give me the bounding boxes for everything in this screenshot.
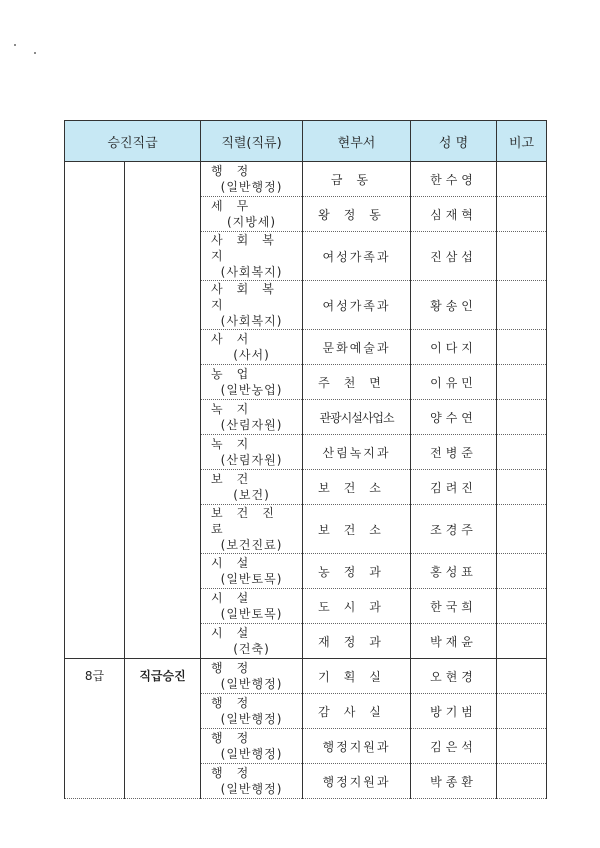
department-cell: 주천면 [303,365,411,400]
department-cell: 금동 [303,162,411,197]
subseries-label: (산림자원) [220,453,283,467]
subseries-label: (일반토목) [220,572,283,586]
series-cell [201,162,303,197]
department-cell: 관광시설사업소 [303,400,411,435]
remarks-cell [497,281,547,330]
remarks-cell [497,400,547,435]
department-cell: 여성가족과 [303,281,411,330]
subseries-label: (사회복지) [220,314,283,328]
scan-speck [14,44,16,46]
series-label: 행정 [211,696,263,710]
series-cell [201,470,303,505]
grade-label: 8급 [65,659,125,799]
series-cell [201,365,303,400]
subseries-label: (일반행정) [220,712,283,726]
department-cell: 여성가족과 [303,232,411,281]
remarks-cell [497,589,547,624]
series-cell [201,589,303,624]
series-label: 녹지 [211,437,263,451]
subseries-label: (보건진료) [220,538,283,552]
promotion-roster-table [64,120,547,799]
type-group-cell [125,162,201,659]
name-cell: 방기범 [411,694,497,729]
name-cell: 전병준 [411,435,497,470]
series-cell [201,764,303,799]
series-cell [201,435,303,470]
series-cell [201,729,303,764]
remarks-cell [497,435,547,470]
subseries-label: (산림자원) [220,418,283,432]
department-cell: 산림녹지과 [303,435,411,470]
table-row [65,659,547,694]
series-label: 녹지 [211,402,263,416]
subseries-label: (지방세) [226,215,277,229]
series-cell [201,505,303,554]
series-cell [201,624,303,659]
name-cell: 조경주 [411,505,497,554]
remarks-cell [497,764,547,799]
department-cell: 보건소 [303,505,411,554]
department-cell: 농정과 [303,554,411,589]
series-cell [201,197,303,232]
name-cell: 한국희 [411,589,497,624]
name-cell: 황송인 [411,281,497,330]
header-remarks: 비고 [497,121,547,162]
series-label: 보건진료 [211,506,288,536]
subseries-label: (건축) [233,642,270,656]
remarks-cell [497,232,547,281]
series-label: 시설 [211,556,263,570]
name-cell: 심재혁 [411,197,497,232]
scan-speck [34,52,36,54]
subseries-label: (보건) [233,488,270,502]
series-label: 보건 [211,472,263,486]
name-cell: 이유민 [411,365,497,400]
remarks-cell [497,470,547,505]
header-series: 직렬(직류) [201,121,303,162]
series-cell [201,400,303,435]
remarks-cell [497,330,547,365]
name-cell: 박종환 [411,764,497,799]
department-cell: 행정지원과 [303,764,411,799]
subseries-label: (일반행정) [220,747,283,761]
subseries-label: (사서) [233,348,270,362]
series-cell [201,694,303,729]
remarks-cell [497,554,547,589]
remarks-cell [497,694,547,729]
promotion-type-label: 직급승진 [125,659,201,799]
subseries-label: (일반행정) [220,782,283,796]
series-cell [201,659,303,694]
grade-group-cell [65,162,125,659]
subseries-label: (일반토목) [220,607,283,621]
series-label: 행정 [211,731,263,745]
series-label: 사회복지 [211,282,288,312]
remarks-cell [497,197,547,232]
series-label: 사회복지 [211,233,288,263]
name-cell: 진삼섭 [411,232,497,281]
department-cell: 감사실 [303,694,411,729]
department-cell: 왕정동 [303,197,411,232]
series-label: 시설 [211,591,263,605]
department-cell: 기획실 [303,659,411,694]
name-cell: 홍성표 [411,554,497,589]
name-cell: 양수연 [411,400,497,435]
series-cell [201,330,303,365]
remarks-cell [497,659,547,694]
remarks-cell [497,162,547,197]
remarks-cell [497,624,547,659]
series-label: 사서 [211,332,263,346]
subseries-label: (사회복지) [220,265,283,279]
department-cell: 보건소 [303,470,411,505]
department-cell: 문화예술과 [303,330,411,365]
department-cell: 도시과 [303,589,411,624]
department-cell: 행정지원과 [303,729,411,764]
series-cell [201,554,303,589]
name-cell: 한수영 [411,162,497,197]
name-cell: 김은석 [411,729,497,764]
series-label: 세무 [211,199,263,213]
remarks-cell [497,729,547,764]
name-cell: 이다지 [411,330,497,365]
series-label: 농업 [211,367,263,381]
series-cell [201,232,303,281]
name-cell: 오현경 [411,659,497,694]
series-label: 행정 [211,164,263,178]
name-cell: 김려진 [411,470,497,505]
subseries-label: (일반행정) [220,180,283,194]
series-cell [201,281,303,330]
name-cell: 박재윤 [411,624,497,659]
table-header-row [65,121,547,162]
series-label: 행정 [211,766,263,780]
remarks-cell [497,365,547,400]
department-cell: 재정과 [303,624,411,659]
subseries-label: (일반행정) [220,677,283,691]
header-name: 성 명 [411,121,497,162]
remarks-cell [497,505,547,554]
series-label: 행정 [211,661,263,675]
table-row [65,162,547,197]
header-department: 현부서 [303,121,411,162]
header-promotion-grade: 승진직급 [65,121,201,162]
series-label: 시설 [211,626,263,640]
subseries-label: (일반농업) [220,383,283,397]
